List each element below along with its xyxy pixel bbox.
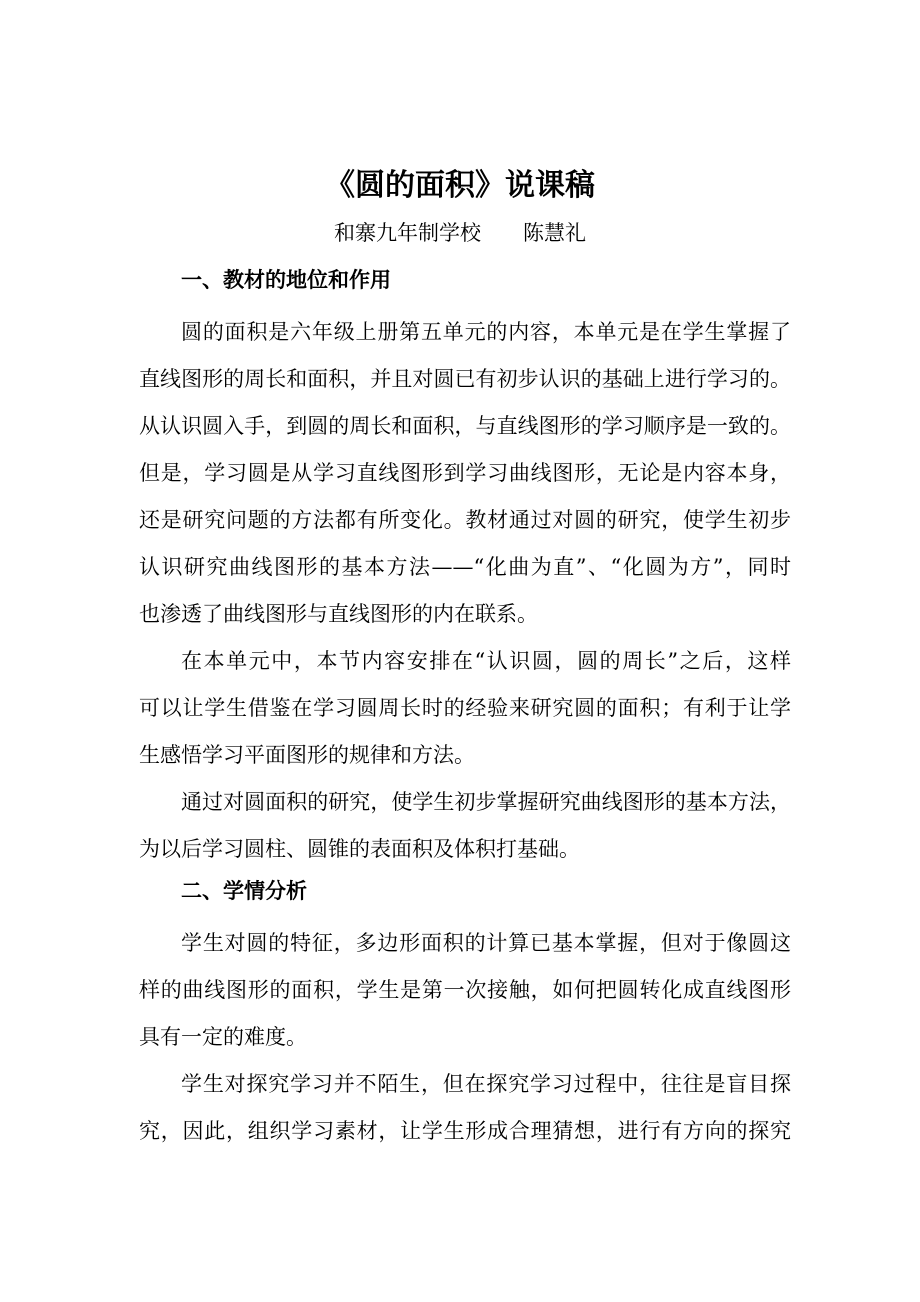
paragraph-line: 样的曲线图形的面积，学生是第一次接触，如何把圆转化成直线图形 — [139, 978, 791, 1002]
author-line — [0, 216, 920, 250]
school-name: 和寨九年制学校 — [334, 221, 481, 245]
paragraph-line: 学生对圆的特征，多边形面积的计算已基本掌握，但对于像圆这 — [181, 931, 791, 955]
document-body — [139, 262, 791, 1155]
paragraph — [139, 1061, 791, 1155]
author-name: 陈慧礼 — [523, 221, 586, 245]
paragraph-line: 具有一定的难度。 — [139, 1025, 307, 1049]
paragraph-line: 认识研究曲线图形的基本方法——“化曲为直”、“化圆为方”，同时 — [139, 555, 791, 579]
document-title: 《圆的面积》说课稿 — [325, 168, 595, 203]
paragraph — [139, 638, 791, 779]
section-heading: 一、教材的地位和作用 — [181, 268, 391, 292]
paragraph-line: 在本单元中，本节内容安排在“认识圆，圆的周长”之后，这样 — [181, 649, 791, 673]
paragraph-line: 可以让学生借鉴在学习圆周长时的经验来研究圆的面积；有利于让学 — [139, 696, 791, 720]
paragraph-line: 圆的面积是六年级上册第五单元的内容，本单元是在学生掌握了 — [181, 320, 791, 344]
paragraph-line: 生感悟学习平面图形的规律和方法。 — [139, 743, 475, 767]
paragraph — [139, 920, 791, 1061]
paragraph-line: 从认识圆入手，到圆的周长和面积，与直线图形的学习顺序是一致的。 — [139, 414, 791, 438]
paragraph-line: 学生对探究学习并不陌生，但在探究学习过程中，往往是盲目探 — [181, 1072, 791, 1096]
paragraph-line: 为以后学习圆柱、圆锥的表面积及体积打基础。 — [139, 837, 580, 861]
paragraph-line: 究，因此，组织学习素材，让学生形成合理猜想，进行有方向的探究 — [139, 1119, 791, 1143]
paragraph — [139, 779, 791, 873]
paragraph-line: 也渗透了曲线图形与直线图形的内在联系。 — [139, 602, 538, 626]
paragraph-line: 通过对圆面积的研究，使学生初步掌握研究曲线图形的基本方法， — [181, 790, 791, 814]
paragraph-line: 直线图形的周长和面积，并且对圆已有初步认识的基础上进行学习的。 — [139, 367, 791, 391]
paragraph-line: 但是，学习圆是从学习直线图形到学习曲线图形，无论是内容本身， — [139, 461, 791, 485]
paragraph-line: 还是研究问题的方法都有所变化。教材通过对圆的研究，使学生初步 — [139, 508, 791, 532]
paragraph — [139, 309, 791, 638]
section-heading: 二、学情分析 — [181, 879, 307, 903]
